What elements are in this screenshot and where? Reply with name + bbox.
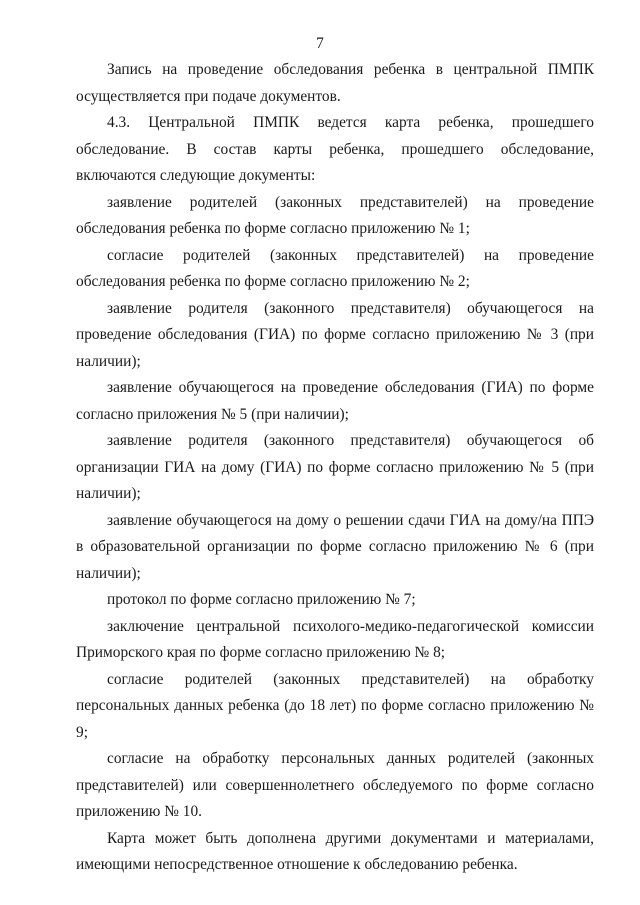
list-item-parent-consent: согласие родителей (законных представителей) на проведение обследования ребенка по форме согласно приложению № 2; xyxy=(76,246,594,290)
paragraph-card-supplement: Карта может быть дополнена другими документами и материалами, имеющими непосредственное отношение к обследованию ребенка. xyxy=(76,829,594,873)
list-item-parent-application: заявление родителей (законных представителей) на проведение обследования ребенка по форме согласно приложению № 1; xyxy=(76,193,594,237)
paragraph-registration: Запись на проведение обследования ребенка в центральной ПМПК осуществляется при подаче документов. xyxy=(76,61,594,105)
list-item-home-gia-parent-application: заявление родителя (законного представителя) обучающегося об организации ГИА на дому (ГИА) по форме согласно приложению № 5 (при наличии); xyxy=(76,432,594,502)
list-item-parent-application-gia: заявление родителя (законного представителя) обучающегося на проведение обследования (ГИА) по форме согласно приложению № 3 (при наличии); xyxy=(76,299,594,370)
list-item-student-application-gia: заявление обучающегося на проведение обследования (ГИА) по форме согласно приложения № 5 (при наличии); xyxy=(76,379,594,423)
list-item-home-gia-student-application: заявление обучающегося на дому о решении сдачи ГИА на дому/на ППЭ в образовательной организации по форме согласно приложению № 6 (при наличии); xyxy=(76,511,594,582)
list-item-commission-conclusion: заключение центральной психолого-медико-педагогической комиссии Приморского края по форме согласно приложению № 8; xyxy=(76,617,594,661)
document-body xyxy=(76,57,594,879)
list-item-personal-data-consent-adult: согласие на обработку персональных данных родителей (законных представителей) или совершеннолетнего обследуемого по форме согласно приложению № 10. xyxy=(76,750,594,820)
list-item-personal-data-consent-child: согласие родителей (законных представителей) на обработку персональных данных ребенка (до 18 лет) по форме согласно приложению № 9; xyxy=(76,670,594,741)
page-number: 7 xyxy=(316,35,324,52)
paragraph-section-4-3: 4.3. Центральной ПМПК ведется карта ребенка, прошедшего обследование. В состав карты ребенка, прошедшего обследование, включаются следующие документы: xyxy=(76,114,594,184)
list-item-protocol: протокол по форме согласно приложению № 7; xyxy=(107,591,416,608)
